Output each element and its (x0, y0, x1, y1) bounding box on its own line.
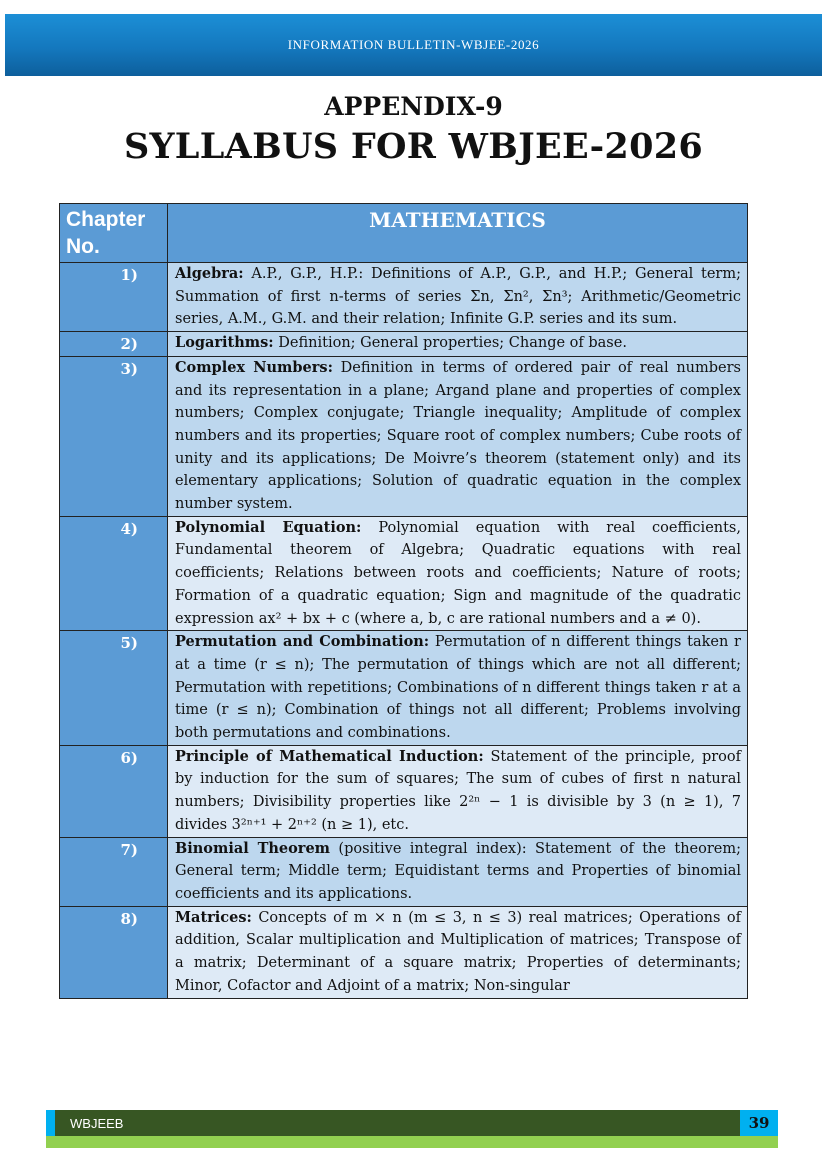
chapter-number: 5) (60, 631, 168, 746)
topic-cell (168, 837, 748, 906)
topic-text: Statement of the principle, proof by induction for the sum of squares; The sum of cubes of first n natural numbers; Divisibility properties like 2²ⁿ − 1 is divisible by 3 (n ≥ 1), 7 divides 3²ⁿ⁺¹ + 2ⁿ⁺² (n ≥ 1), etc. (175, 748, 741, 833)
topic-cell (168, 631, 748, 746)
chapter-number: 8) (60, 906, 168, 998)
chapter-number: 3) (60, 356, 168, 516)
header-banner (5, 14, 822, 76)
chapter-header-line1: Chapter (66, 208, 146, 231)
chapter-header-line2: No. (66, 235, 100, 258)
topic-cell (168, 356, 748, 516)
banner-text: INFORMATION BULLETIN-WBJEE-2026 (287, 37, 540, 52)
topic-heading: Logarithms: (175, 334, 274, 352)
topic-heading: Binomial Theorem (175, 839, 331, 857)
page-title: SYLLABUS FOR WBJEE-2026 (123, 126, 704, 167)
footer-accent (46, 1110, 55, 1136)
syllabus-table (59, 203, 748, 999)
topic-heading: Complex Numbers: (175, 358, 333, 376)
topic-text: (positive integral index): Statement of the theorem; General term; Middle term; Equidistant terms and Properties of binomial coefficients and its applications. (175, 840, 742, 902)
topic-text: Polynomial equation with real coefficients, Fundamental theorem of Algebra; Quadratic equations with real coefficients; Relations between roots and coefficients; Nature of roots; Formation of a quadratic equation; Sign and magnitude of the quadratic expression ax² + bx + c (where a, b, c are rational numbers and a ≠ 0). (175, 519, 741, 627)
chapter-number: 4) (60, 516, 168, 631)
subject-column-header: MATHEMATICS (168, 204, 748, 263)
topic-cell (168, 906, 748, 998)
topic-text: Concepts of m × n (m ≤ 3, n ≤ 3) real matrices; Operations of addition, Scalar multiplication and Multiplication of matrices; Transpose of a matrix; Determinant of a square matrix; Properties of determinants; Minor, Cofactor and Adjoint of a matrix; Non-singular (175, 909, 741, 994)
table-header-row (60, 204, 748, 263)
table-row (60, 332, 748, 357)
page-number: 39 (740, 1110, 778, 1136)
topic-text: A.P., G.P., H.P.: Definitions of A.P., G.P., and H.P.; General term; Summation of first n-terms of series Σn, Σn², Σn³; Arithmetic/Geometric series, A.M., G.M. and their relation; Infinite G.P. series and its sum. (175, 266, 741, 328)
topic-cell (168, 745, 748, 837)
appendix-heading: APPENDIX-9 (324, 92, 503, 121)
topic-heading: Matrices: (175, 908, 252, 926)
table-row (60, 837, 748, 906)
chapter-number: 7) (60, 837, 168, 906)
footer-stripe (46, 1136, 778, 1148)
topic-cell (168, 516, 748, 631)
table-row (60, 356, 748, 516)
topic-cell (168, 263, 748, 332)
table-row (60, 631, 748, 746)
topic-heading: Permutation and Combination: (175, 633, 430, 651)
chapter-number: 6) (60, 745, 168, 837)
topic-cell (168, 332, 748, 357)
chapter-number: 1) (60, 263, 168, 332)
topic-text: Definition in terms of ordered pair of real numbers and its representation in a plane; Argand plane and properties of complex numbers; Complex conjugate; Triangle inequality; Amplitude of complex numbers and its properties; Square root of complex numbers; Cube roots of unity and its applications; De Moivre’s theorem (statement only) and its elementary applications; Solution of quadratic equation in the complex number system. (175, 359, 741, 513)
table-row (60, 263, 748, 332)
chapter-column-header (60, 204, 168, 263)
topic-text: Permutation of n different things taken r at a time (r ≤ n); The permutation of things which are not all different; Permutation with repetitions; Combinations of n different things taken r at a time (r ≤ n); Combination of things not all different; Problems involving both permutations and combinations. (175, 634, 741, 742)
table-row (60, 516, 748, 631)
chapter-number: 2) (60, 332, 168, 357)
table-row (60, 745, 748, 837)
footer-bar (46, 1110, 740, 1136)
topic-text: Definition; General properties; Change of base. (273, 335, 627, 352)
topic-heading: Principle of Mathematical Induction: (175, 747, 484, 765)
topic-heading: Polynomial Equation: (175, 518, 362, 536)
table-row (60, 906, 748, 998)
footer-label: WBJEEB (70, 1115, 124, 1131)
topic-heading: Algebra: (175, 265, 244, 282)
